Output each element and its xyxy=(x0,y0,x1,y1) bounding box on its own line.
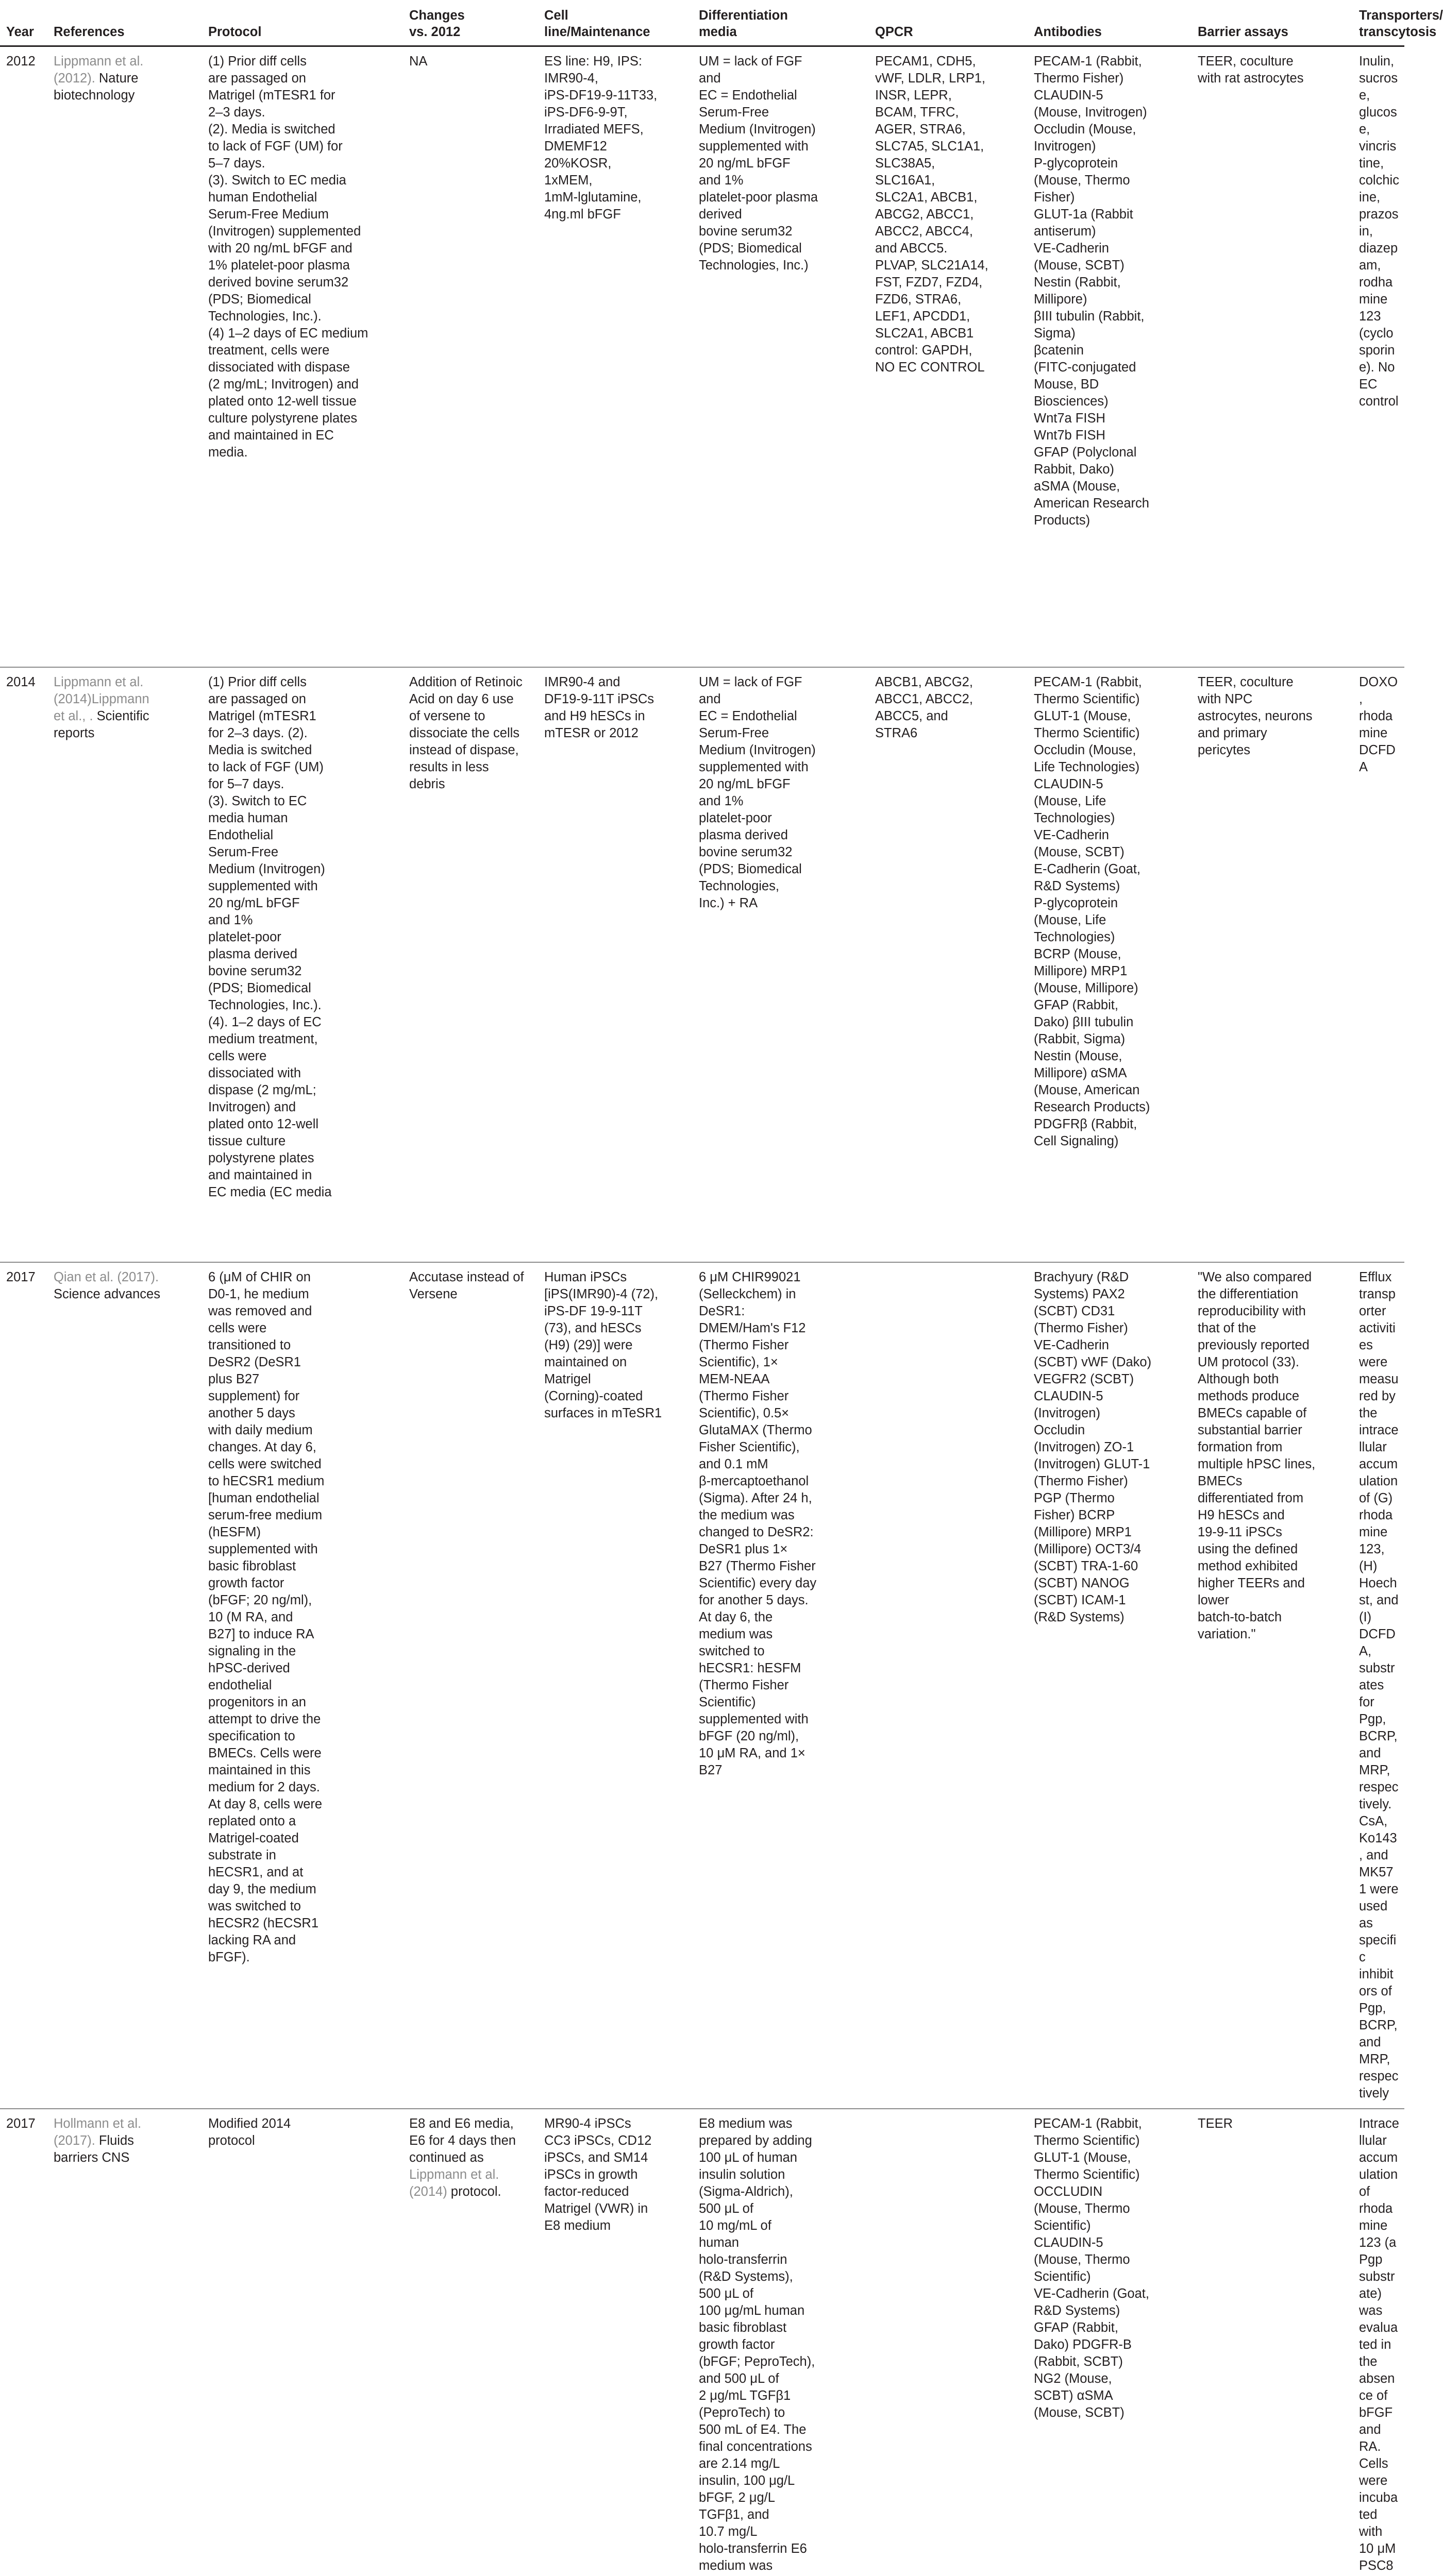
header-references: References xyxy=(47,0,202,46)
reference-journal: Scientific reports xyxy=(54,708,149,740)
cell-protocol: (1) Prior diff cells are passaged on Matrigel (mTESR1 for 2–3 days. (2). Media is switched to lack of FGF (UM) for 5–7 days. (3). Switch to EC media human Endothelial Serum-Free Medium (Invitrogen) supplemented with 20 ng/mL bFGF and 1% platelet-poor plasma derived bovine serum32 (PDS; Biomedical Technologies, Inc.). (4) 1–2 days of EC medium treatment, cells were dissociated with dispase (2 mg/mL; Invitrogen) and plated onto 12-well tissue culture polystyrene plates and maintained in EC media. xyxy=(202,46,403,667)
header-qpcr: QPCR xyxy=(869,0,1028,46)
cell-changes: Accutase instead of Versene xyxy=(403,1262,538,2109)
cell-differentiation-media: UM = lack of FGF and EC = Endothelial Serum-Free Medium (Invitrogen) supplemented with 20 ng/mL bFGF and 1% platelet-poor plasma derived bovine serum32 (PDS; Biomedical Technologies, Inc.) + RA xyxy=(693,667,869,1262)
cell-differentiation-media: 6 μM CHIR99021 (Selleckchem) in DeSR1: DMEM/Ham's F12 (Thermo Fisher Scientific), 1× MEM-NEAA (Thermo Fisher Scientific), 0.5× GlutaMAX (Thermo Fisher Scientific), and 0.1 mM β-mercaptoethanol (Sigma). After 24 h, the medium was changed to DeSR2: DeSR1 plus 1× B27 (Thermo Fisher Scientific) every day for another 5 days. At day 6, the medium was switched to hECSR1: hESFM (Thermo Fisher Scientific) supplemented with bFGF (20 ng/ml), 10 μM RA, and 1× B27 xyxy=(693,1262,869,2109)
cell-qpcr xyxy=(869,2109,1028,2576)
cell-antibodies: PECAM-1 (Rabbit, Thermo Scientific) GLUT-1 (Mouse, Thermo Scientific) OCCLUDIN (Mouse, Thermo Scientific) CLAUDIN-5 (Mouse, Thermo Scientific) VE-Cadherin (Goat, R&D Systems) GFAP (Rabbit, Dako) PDGFR-B (Rabbit, SCBT) NG2 (Mouse, SCBT) αSMA (Mouse, SCBT) xyxy=(1028,2109,1192,2576)
cell-transporters: DOXO, rhodamine DCFDA xyxy=(1353,667,1404,1262)
table-row xyxy=(0,667,1404,1262)
table-row xyxy=(0,2109,1404,2576)
reference-journal: Fluids barriers CNS xyxy=(54,2133,134,2165)
cell-changes xyxy=(403,2109,538,2576)
cell-transporters: Efflux transporter activities were measured by the intracellular accumulation of (G) rhodamine 123, (H) Hoechst, and (I) DCFDA, substrates for Pgp, BCRP, and MRP, respectively. CsA, Ko143, and MK571 were used as specific inhibitors of Pgp, BCRP, and MRP, respectively xyxy=(1353,1262,1404,2109)
cell-changes: NA xyxy=(403,46,538,667)
cell-protocol: Modified 2014 protocol xyxy=(202,2109,403,2576)
cell-barrier-assays: "We also compared the differentiation reproducibility with that of the previously reported UM protocol (33). Although both methods produce BMECs capable of substantial barrier formation from multiple hPSC lines, BMECs differentiated from H9 hESCs and 19-9-11 iPSCs using the defined method exhibited higher TEERs and lower batch-to-batch variation." xyxy=(1192,1262,1353,2109)
header-differentiation-media: Differentiation media xyxy=(693,0,869,46)
cell-qpcr: PECAM1, CDH5, vWF, LDLR, LRP1, INSR, LEPR, BCAM, TFRC, AGER, STRA6, SLC7A5, SLC1A1, SLC38A5, SLC16A1, SLC2A1, ABCB1, ABCG2, ABCC1, ABCC2, ABCC4, and ABCC5. PLVAP, SLC21A14, FST, FZD7, FZD4, FZD6, STRA6, LEF1, APCDD1, SLC2A1, ABCB1 control: GAPDH, NO EC CONTROL xyxy=(869,46,1028,667)
reference-link[interactable]: Lippmann et al. (2014)Lippmann et al., . xyxy=(54,674,149,723)
cell-barrier-assays: TEER, coculture with rat astrocytes xyxy=(1192,46,1353,667)
cell-antibodies: Brachyury (R&D Systems) PAX2 (SCBT) CD31 (Thermo Fisher) VE-Cadherin (SCBT) vWF (Dako) VEGFR2 (SCBT) CLAUDIN-5 (Invitrogen) Occludin (Invitrogen) ZO-1 (Invitrogen) GLUT-1 (Thermo Fisher) PGP (Thermo Fisher) BCRP (Millipore) MRP1 (Millipore) OCT3/4 (SCBT) TRA-1-60 (SCBT) NANOG (SCBT) ICAM-1 (R&D Systems) xyxy=(1028,1262,1192,2109)
cell-qpcr: ABCB1, ABCG2, ABCC1, ABCC2, ABCC5, and STRA6 xyxy=(869,667,1028,1262)
cell-reference xyxy=(47,667,202,1262)
cell-qpcr xyxy=(869,1262,1028,2109)
cell-reference xyxy=(47,1262,202,2109)
cell-differentiation-media: E8 medium was prepared by adding 100 μL of human insulin solution (Sigma-Aldrich), 500 μL of 10 mg/mL of human holo-transferrin (R&D Systems), 500 μL of 100 μg/mL human basic fibroblast growth factor (bFGF; PeproTech), and 500 μL of 2 μg/mL TGFβ1 (PeproTech) to 500 mL of E4. The final concentrations are 2.14 mg/L insulin, 100 μg/L bFGF, 2 μg/L TGFβ1, and 10.7 mg/L holo-transferrin E6 medium was xyxy=(693,2109,869,2576)
header-barrier-assays: Barrier assays xyxy=(1192,0,1353,46)
cell-barrier-assays: TEER, coculture with NPC astrocytes, neurons and primary pericytes xyxy=(1192,667,1353,1262)
header-changes: Changes vs. 2012 xyxy=(403,0,538,46)
cell-antibodies xyxy=(1028,46,1192,667)
antibodies-text: PECAM-1 (Rabbit, Thermo Fisher) CLAUDIN-5 (Mouse, Invitrogen) Occludin (Mouse, Invitrogen) P-glycoprotein (Mouse, Thermo Fisher) GLUT-1a (Rabbit antiserum) VE-Cadherin (Mouse, SCBT) Nestin (Rabbit, Millipore) βIII tubulin (Rabbit, Sigma) βcatenin (FITC-conjugated Mouse, BD Biosciences) Wnt7a FISH Wnt7b FISH GFAP (Polyclonal Rabbit, Dako) aSMA (Mouse, American Research Products) xyxy=(1034,54,1149,528)
reference-link[interactable]: Lippmann et al. (2014) xyxy=(409,2167,499,2199)
table-header-row xyxy=(0,0,1404,46)
table-row xyxy=(0,1262,1404,2109)
cell-transporters: Inulin, sucrose, glucose, vincristine, colchicine, prazosin, diazepam, rodhamine 123 (cyclosporine). No EC control xyxy=(1353,46,1404,667)
cell-protocol: 6 (μM of CHIR on D0-1, he medium was removed and cells were transitioned to DeSR2 (DeSR1 plus B27 supplement) for another 5 days with daily medium changes. At day 6, cells were switched to hECSR1 medium [human endothelial serum-free medium (hESFM) supplemented with basic fibroblast growth factor (bFGF; 20 ng/ml), 10 (M RA, and B27] to induce RA signaling in the hPSC-derived endothelial progenitors in an attempt to drive the specification to BMECs. Cells were maintained in this medium for 2 days. At day 8, cells were replated onto a Matrigel-coated substrate in hECSR1, and at day 9, the medium was switched to hECSR2 (hECSR1 lacking RA and bFGF). xyxy=(202,1262,403,2109)
cell-year: 2017 xyxy=(0,2109,47,2576)
header-antibodies: Antibodies xyxy=(1028,0,1192,46)
header-year: Year xyxy=(0,0,47,46)
cell-transporters: Intracellular accumulation of rhodamine 123 (a Pgp substrate) was evaluated in the absence of bFGF and RA. Cells were incubated with 10 μM PSC8 xyxy=(1353,2109,1404,2576)
cell-antibodies: PECAM-1 (Rabbit, Thermo Scientific) GLUT-1 (Mouse, Thermo Scientific) Occludin (Mouse, Life Technologies) CLAUDIN-5 (Mouse, Life Technologies) VE-Cadherin (Mouse, SCBT) E-Cadherin (Goat, R&D Systems) P-glycoprotein (Mouse, Life Technologies) BCRP (Mouse, Millipore) MRP1 (Mouse, Millipore) GFAP (Rabbit, Dako) βIII tubulin (Rabbit, Sigma) Nestin (Mouse, Millipore) αSMA (Mouse, American Research Products) PDGFRβ (Rabbit, Cell Signaling) xyxy=(1028,667,1192,1262)
reference-link[interactable]: Qian et al. (2017). xyxy=(54,1269,159,1284)
reference-link[interactable]: Lippmann et al. (2012). xyxy=(54,54,144,86)
reference-link[interactable]: Hollmann et al. (2017). xyxy=(54,2116,142,2148)
changes-text: E8 and E6 media, E6 for 4 days then continued as xyxy=(409,2116,516,2165)
cell-differentiation-media: UM = lack of FGF and EC = Endothelial Serum-Free Medium (Invitrogen) supplemented with 20 ng/mL bFGF and 1% platelet-poor plasma derived bovine serum32 (PDS; Biomedical Technologies, Inc.) xyxy=(693,46,869,667)
reference-journal: Nature biotechnology xyxy=(54,71,139,103)
cell-year: 2012 xyxy=(0,46,47,667)
cell-reference xyxy=(47,46,202,667)
cell-protocol: (1) Prior diff cells are passaged on Matrigel (mTESR1 for 2–3 days. (2). Media is switched to lack of FGF (UM) for 5–7 days. (3). Switch to EC media human Endothelial Serum-Free Medium (Invitrogen) supplemented with 20 ng/mL bFGF and 1% platelet-poor plasma derived bovine serum32 (PDS; Biomedical Technologies, Inc.). (4). 1–2 days of EC medium treatment, cells were dissociated with dispase (2 mg/mL; Invitrogen) and plated onto 12-well tissue culture polystyrene plates and maintained in EC media (EC media xyxy=(202,667,403,1262)
cell-year: 2014 xyxy=(0,667,47,1262)
cell-cell-line: ES line: H9, IPS: IMR90-4, iPS-DF19-9-11T33, iPS-DF6-9-9T, Irradiated MEFS, DMEMF12 20%KOSR, 1xMEM, 1mM-lglutamine, 4ng.ml bFGF xyxy=(538,46,693,667)
cell-barrier-assays: TEER xyxy=(1192,2109,1353,2576)
header-protocol: Protocol xyxy=(202,0,403,46)
cell-year: 2017 xyxy=(0,1262,47,2109)
header-transporters: Transporters/ transcytosis xyxy=(1353,0,1404,46)
table-row xyxy=(0,46,1404,667)
header-cell-line: Cell line/Maintenance xyxy=(538,0,693,46)
cell-cell-line: IMR90-4 and DF19-9-11T iPSCs and H9 hESCs in mTESR or 2012 xyxy=(538,667,693,1262)
cell-cell-line: MR90-4 iPSCs CC3 iPSCs, CD12 iPSCs, and SM14 iPSCs in growth factor-reduced Matrigel (VWR) in E8 medium xyxy=(538,2109,693,2576)
cell-reference xyxy=(47,2109,202,2576)
cell-changes: Addition of Retinoic Acid on day 6 use of versene to dissociate the cells instead of dispase, results in less debris xyxy=(403,667,538,1262)
cell-cell-line: Human iPSCs [iPS(IMR90)-4 (72), iPS-DF 19-9-11T (73), and hESCs (H9) (29)] were maintained on Matrigel (Corning)-coated surfaces in mTeSR1 xyxy=(538,1262,693,2109)
reference-journal: Science advances xyxy=(54,1286,160,1301)
changes-text-end: protocol. xyxy=(447,2184,501,2199)
